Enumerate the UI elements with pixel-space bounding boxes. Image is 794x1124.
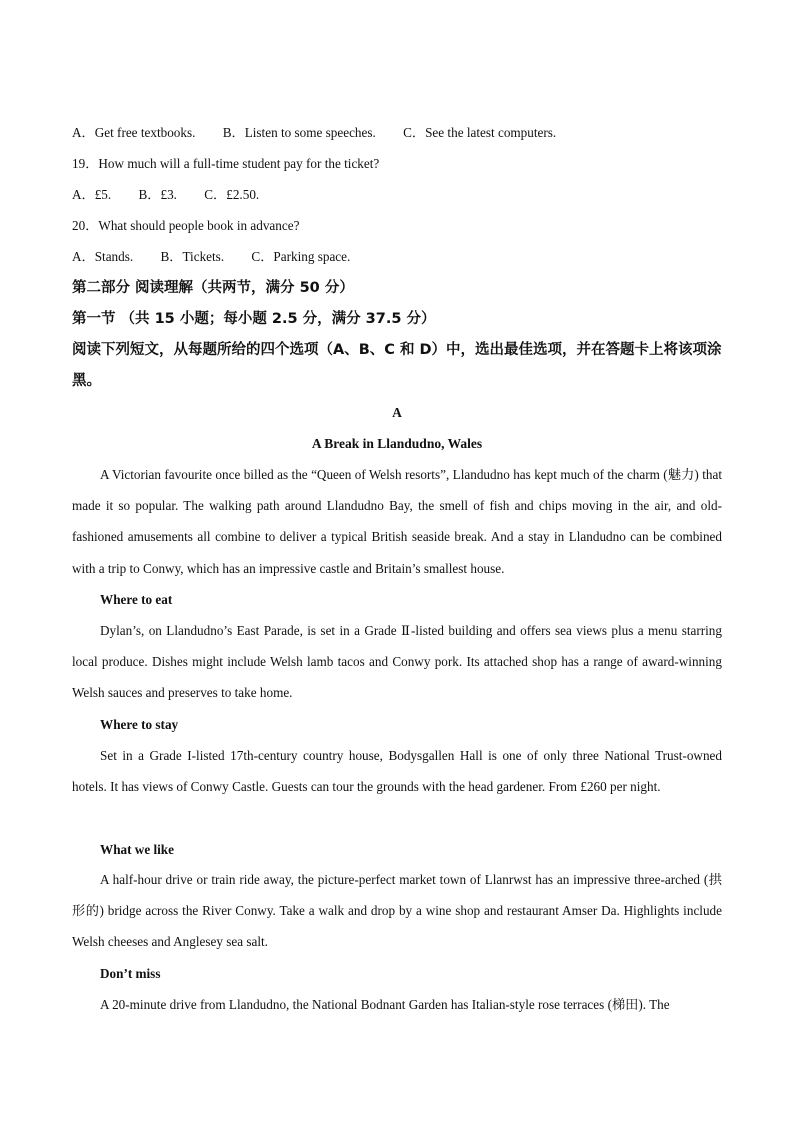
option-a: A．Get free textbooks. bbox=[72, 125, 196, 140]
question-20-options bbox=[72, 249, 722, 265]
dont-miss-heading: Don’t miss bbox=[100, 966, 161, 981]
question-19-options bbox=[72, 187, 722, 203]
question-20-text: 20．What should people book in advance? bbox=[72, 218, 300, 233]
where-to-eat-paragraph: Dylan’s, on Llandudno’s East Parade, is set in a Grade Ⅱ-listed building and offers sea views plus a menu starring local produce. Dishes might include Welsh lamb tacos and Conwy pork. Its attached shop has a range of award-winning Welsh sauces and preserves to take home. bbox=[72, 623, 722, 701]
option-b: B．£3. bbox=[138, 187, 177, 202]
section-one-title: 第一节 （共 15 小题；每小题 2.5 分，满分 37.5 分） bbox=[72, 311, 436, 327]
dont-miss-paragraph: A 20-minute drive from Llandudno, the National Bodnant Garden has Italian-style rose terraces (梯田). The bbox=[100, 997, 670, 1012]
option-a: A．Stands. bbox=[72, 249, 134, 264]
what-we-like-paragraph: A half-hour drive or train ride away, the picture-perfect market town of Llanrwst has an impressive three-arched (拱形的) bridge across the River Conwy. Take a walk and drop by a wine shop and restaurant Amser Da. Highlights include Welsh cheeses and Anglesey sea salt. bbox=[72, 872, 722, 950]
option-b: B．Listen to some speeches. bbox=[222, 125, 376, 140]
question-18-options bbox=[72, 125, 722, 141]
what-we-like-heading: What we like bbox=[100, 842, 174, 857]
option-c: C．£2.50. bbox=[204, 187, 260, 202]
where-to-eat-heading: Where to eat bbox=[100, 592, 173, 607]
where-to-stay-paragraph: Set in a Grade I-listed 17th-century country house, Bodysgallen Hall is one of only three National Trust-owned hotels. It has views of Conwy Castle. Guests can tour the grounds with the head gardener. From £260 per night. bbox=[72, 748, 722, 795]
intro-paragraph: A Victorian favourite once billed as the “Queen of Welsh resorts”, Llandudno has kept much of the charm (魅力) that made it so popular. The walking path around Llandudno Bay, the smell of fish and chips moving in the air, and old-fashioned amusements all combine to deliver a typical British seaside break. And a stay in Llandudno can be combined with a trip to Conwy, which has an impressive castle and Britain’s smallest house. bbox=[72, 467, 722, 576]
reading-instruction: 阅读下列短文，从每题所给的四个选项（A、B、C 和 D）中，选出最佳选项，并在答题卡上将该项涂黑。 bbox=[72, 342, 722, 389]
option-a: A．£5. bbox=[72, 187, 112, 202]
option-c: C．See the latest computers. bbox=[403, 125, 557, 140]
part-two-title: 第二部分 阅读理解（共两节，满分 50 分） bbox=[72, 280, 354, 296]
passage-letter: A bbox=[392, 405, 402, 420]
option-c: C．Parking space. bbox=[251, 249, 351, 264]
passage-title: A Break in Llandudno, Wales bbox=[311, 436, 483, 451]
where-to-stay-heading: Where to stay bbox=[100, 717, 179, 732]
question-19-text: 19．How much will a full-time student pay for the ticket? bbox=[72, 156, 380, 171]
option-b: B．Tickets. bbox=[160, 249, 225, 264]
